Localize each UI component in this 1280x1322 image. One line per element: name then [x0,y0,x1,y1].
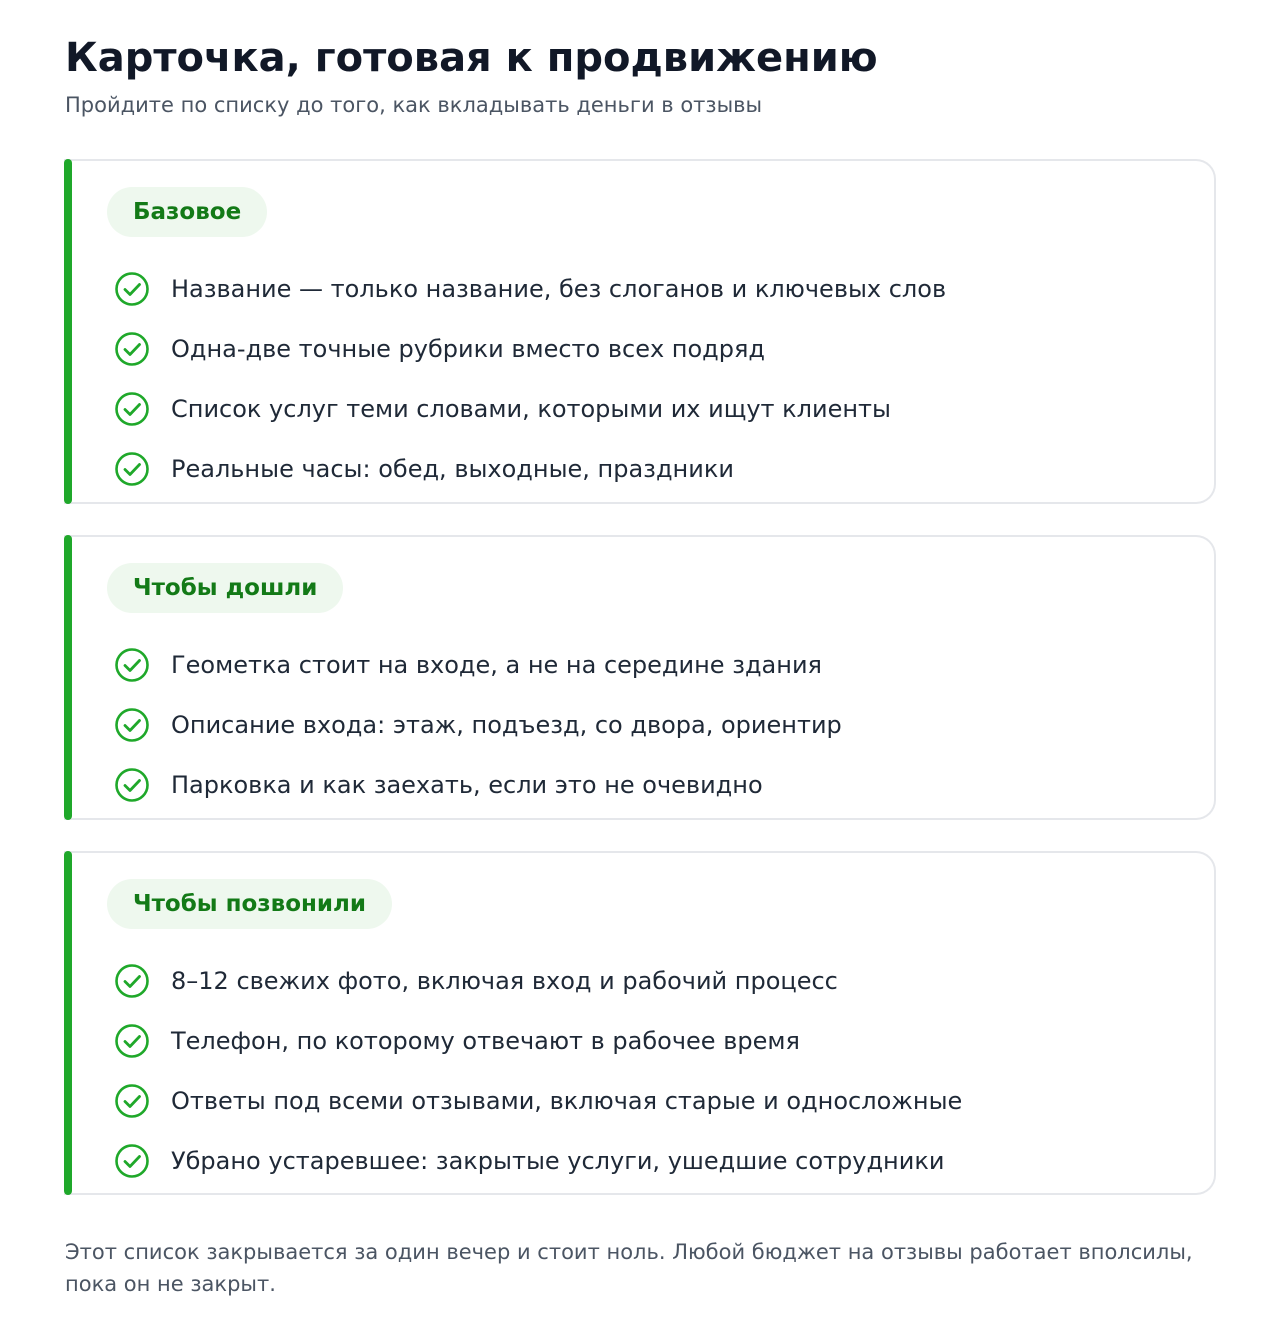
checklist-item [114,755,1194,815]
section-title-calls: Чтобы позвонили [107,879,392,929]
check-circle-icon [114,707,150,743]
checklist-calls [114,951,1194,1191]
check-circle-icon [114,1143,150,1179]
checklist-item-text: Убрано устаревшее: закрытые услуги, ушедшие сотрудники [171,1147,945,1175]
check-circle-icon [114,271,150,307]
checklist-item-text: Ответы под всеми отзывами, включая старые и односложные [171,1087,963,1115]
checklist-item-text: Название — только название, без слоганов и ключевых слов [171,275,947,303]
section-title-basic: Базовое [107,187,267,237]
checklist-item-text: Описание входа: этаж, подъезд, со двора, ориентир [171,711,842,739]
page-title: Карточка, готовая к продвижению [65,35,878,81]
footer-note: Этот список закрывается за один вечер и стоит ноль. Любой бюджет на отзывы работает вполсилы, пока он не закрыт. [65,1240,1193,1296]
checklist-item [114,439,1194,499]
checklist-item [114,635,1194,695]
section-card-calls [64,851,1216,1195]
checklist-basic [114,259,1194,499]
section-card-directions [64,535,1216,820]
checklist-item [114,951,1194,1011]
checklist-item-text: Одна-две точные рубрики вместо всех подряд [171,335,766,363]
checklist-item [114,319,1194,379]
checklist-item [114,1071,1194,1131]
checklist-item-text: Список услуг теми словами, которыми их ищут клиенты [171,395,891,423]
checklist-item [114,1011,1194,1071]
check-circle-icon [114,647,150,683]
checklist-item-text: Парковка и как заехать, если это не очевидно [171,771,763,799]
checklist-directions [114,635,1194,815]
checklist-item [114,695,1194,755]
check-circle-icon [114,1023,150,1059]
section-title-directions: Чтобы дошли [107,563,343,613]
check-circle-icon [114,331,150,367]
page-subtitle: Пройдите по списку до того, как вкладывать деньги в отзывы [65,93,763,117]
section-card-basic [64,159,1216,504]
checklist-item-text: 8–12 свежих фото, включая вход и рабочий процесс [171,967,838,995]
checklist-item-text: Телефон, по которому отвечают в рабочее время [171,1027,800,1055]
checklist-item-text: Реальные часы: обед, выходные, праздники [171,455,734,483]
checklist-item [114,379,1194,439]
checklist-item [114,259,1194,319]
check-circle-icon [114,963,150,999]
check-circle-icon [114,767,150,803]
check-circle-icon [114,451,150,487]
checklist-item-text: Геометка стоит на входе, а не на середине здания [171,651,822,679]
checklist-item [114,1131,1194,1191]
check-circle-icon [114,1083,150,1119]
check-circle-icon [114,391,150,427]
